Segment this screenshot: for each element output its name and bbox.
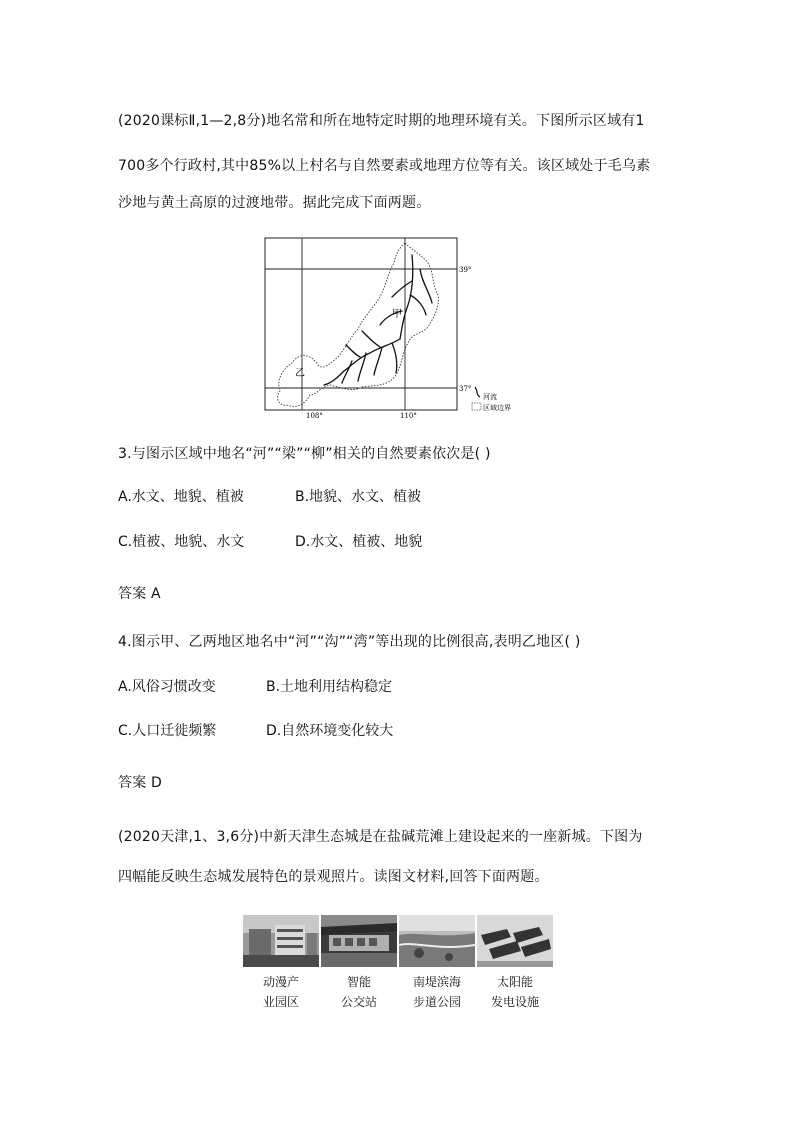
caption-4-line2: 发电设施 xyxy=(490,995,539,1009)
legend-river-label: 河流 xyxy=(483,393,497,401)
photo-bus-station xyxy=(321,915,397,967)
q3-option-d: D.水文、植被、地貌 xyxy=(295,534,423,550)
q3-option-b: B.地貌、水文、植被 xyxy=(295,489,422,505)
caption-3-line1: 南堤滨海 xyxy=(412,975,461,989)
intro2-line1: (2020天津,1、3,6分)中新天津生态城是在盐碱荒滩上建设起来的一座新城。下图为 xyxy=(118,829,643,845)
photo-caption-2 xyxy=(321,972,397,1012)
q3-option-a: A.水文、地貌、植被 xyxy=(118,489,244,505)
caption-1-line2: 业园区 xyxy=(262,995,299,1009)
caption-1-line1: 动漫产 xyxy=(262,975,299,989)
caption-2-line1: 智能 xyxy=(346,975,371,989)
region-map xyxy=(262,235,524,420)
q4-option-d: D.自然环境变化较大 xyxy=(266,723,394,739)
legend-boundary-label: 区域边界 xyxy=(483,404,511,412)
intro1-line3: 沙地与黄土高原的过渡地带。据此完成下面两题。 xyxy=(118,195,431,211)
q4-answer: 答案 D xyxy=(118,775,163,791)
photo-caption-3 xyxy=(399,972,475,1012)
q4-option-c: C.人口迁徙频繁 xyxy=(118,723,217,739)
label-yi: 乙 xyxy=(295,368,305,379)
river-network xyxy=(324,255,432,385)
caption-2-line2: 公交站 xyxy=(340,995,377,1009)
intro2-line2: 四幅能反映生态城发展特色的景观照片。读图文材料,回答下面两题。 xyxy=(118,869,549,885)
intro1-line1: (2020课标Ⅱ,1—2,8分)地名常和所在地特定时期的地理环境有关。下图所示区域有1 xyxy=(118,113,645,129)
legend-boundary-symbol xyxy=(472,403,481,410)
photo-strip xyxy=(243,915,553,1015)
caption-3-line2: 步道公园 xyxy=(412,995,461,1009)
q3-answer: 答案 A xyxy=(118,586,161,602)
lat-label-37: 37° xyxy=(459,385,472,393)
q4-stem: 4.图示甲、乙两地区地名中“河”“沟”“湾”等出现的比例很高,表明乙地区( ) xyxy=(118,634,581,650)
lat-label-39: 39° xyxy=(459,266,472,274)
intro1-line2: 700多个行政村,其中85%以上村名与自然要素或地理方位等有关。该区域处于毛乌素 xyxy=(118,158,651,174)
lon-label-110: 110° xyxy=(400,412,417,420)
legend-river-symbol xyxy=(475,387,480,397)
caption-4-line1: 太阳能 xyxy=(496,975,533,989)
photo-caption-4 xyxy=(477,972,553,1012)
photo-coastal-park xyxy=(399,915,475,967)
q3-option-c: C.植被、地貌、水文 xyxy=(118,534,245,550)
q4-option-b: B.土地利用结构稳定 xyxy=(266,679,393,695)
label-jia: 甲 xyxy=(392,309,402,320)
q3-stem: 3.与图示区域中地名“河”“梁”“柳”相关的自然要素依次是( ) xyxy=(118,446,491,462)
photo-solar-facility xyxy=(477,915,553,967)
q4-option-a: A.风俗习惯改变 xyxy=(118,679,216,695)
photo-caption-1 xyxy=(243,972,319,1012)
photo-animation-park xyxy=(243,915,319,967)
lon-label-108: 108° xyxy=(306,412,323,420)
